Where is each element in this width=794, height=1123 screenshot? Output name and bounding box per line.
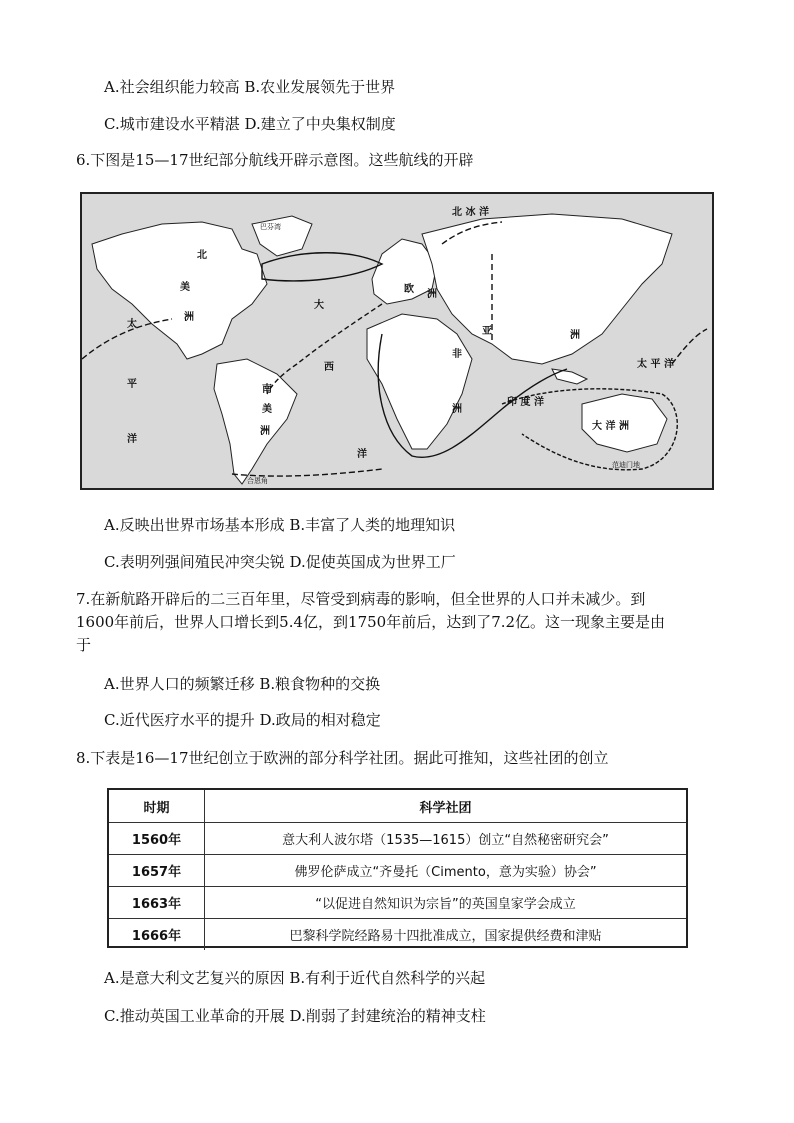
row-society: “以促进自然知识为宗旨”的英国皇家学会成立 — [315, 896, 576, 912]
label-south-america-1: 南 — [262, 384, 272, 395]
label-asia-2: 洲 — [570, 330, 580, 341]
label-north-america-1: 北 — [197, 250, 207, 261]
row-society: 巴黎科学院经路易十四批准成立，国家提供经费和津贴 — [289, 928, 602, 944]
label-africa-2: 洲 — [452, 404, 462, 415]
row-society: 佛罗伦萨成立“齐曼托（Cimento，意为实验）协会” — [294, 864, 597, 880]
q8-options-line2: C.推动英国工业革命的开展 D.削弱了封建统治的精神支柱 — [104, 1007, 486, 1025]
label-small-baffin: 巴芬湾 — [260, 223, 281, 231]
route-pacific — [232, 469, 382, 476]
q6-stem: 6.下图是15—17世纪部分航线开辟示意图。这些航线的开辟 — [76, 151, 474, 169]
label-europe-1: 欧 — [404, 284, 414, 295]
label-small-vandiemen: 范迪门地 — [612, 461, 640, 469]
label-asia-1: 亚 — [482, 326, 492, 337]
label-north-america-3: 洲 — [184, 312, 194, 323]
label-atlantic-2: 西 — [324, 362, 334, 373]
label-europe-2: 洲 — [427, 289, 437, 300]
science-societies-table — [107, 788, 688, 948]
label-oceania: 大 洋 洲 — [592, 421, 629, 432]
q5-options-line1: A.社会组织能力较高 B.农业发展领先于世界 — [104, 78, 396, 96]
label-arctic-ocean: 北 冰 洋 — [452, 207, 489, 218]
label-north-america-2: 美 — [180, 282, 190, 293]
route-map — [80, 192, 714, 490]
label-pacific-w2: 平 — [127, 379, 137, 390]
header-period: 时期 — [109, 790, 205, 822]
q8-stem: 8.下表是16—17世纪创立于欧洲的部分科学社团。据此可推知，这些社团的创立 — [76, 749, 609, 767]
q8-options-line1: A.是意大利文艺复兴的原因 B.有利于近代自然科学的兴起 — [104, 969, 486, 987]
q7-stem-line2: 1600年前后，世界人口增长到5.4亿，到1750年前后，达到了7.2亿。这一现象主要是由 — [76, 613, 666, 631]
header-society: 科学社团 — [419, 800, 472, 816]
table-row — [109, 854, 686, 887]
label-pacific-east: 太 平 洋 — [637, 359, 674, 370]
q7-options-line2: C.近代医疗水平的提升 D.政局的相对稳定 — [104, 711, 381, 729]
q6-options-line1: A.反映出世界市场基本形成 B.丰富了人类的地理知识 — [104, 516, 456, 534]
label-atlantic-1: 大 — [314, 300, 324, 311]
q7-options-line1: A.世界人口的频繁迁移 B.粮食物种的交换 — [104, 675, 381, 693]
label-africa-1: 非 — [452, 349, 462, 360]
route-north-atlantic — [262, 253, 382, 281]
q7-stem-line1: 7.在新航路开辟后的二三百年里，尽管受到病毒的影响，但全世界的人口并未减少。到 — [76, 590, 646, 608]
route-pacific-east — [672, 329, 707, 364]
label-small-cape: 合恩角 — [247, 477, 268, 485]
label-south-america-3: 洲 — [260, 426, 270, 437]
islands-shape — [552, 369, 587, 384]
table-row — [109, 822, 686, 855]
row-period: 1666年 — [109, 918, 205, 950]
label-south-america-2: 美 — [262, 404, 272, 415]
label-atlantic-3: 洋 — [357, 449, 367, 460]
row-period: 1663年 — [109, 886, 205, 918]
table-row — [109, 918, 686, 950]
table-header-row — [109, 790, 686, 823]
africa-shape — [367, 314, 472, 449]
row-period: 1560年 — [109, 822, 205, 854]
q7-stem-line3: 于 — [76, 636, 92, 654]
label-pacific-w1: 太 — [127, 319, 137, 330]
label-pacific-w3: 洋 — [127, 434, 137, 445]
world-map-drawing — [82, 194, 712, 488]
q6-options-line2: C.表明列强间殖民冲突尖锐 D.促使英国成为世界工厂 — [104, 553, 456, 571]
route-atlantic — [267, 304, 382, 394]
row-period: 1657年 — [109, 854, 205, 886]
label-indian-ocean: 印 度 洋 — [507, 397, 544, 408]
q5-options-line2: C.城市建设水平精湛 D.建立了中央集权制度 — [104, 115, 396, 133]
table-row — [109, 886, 686, 919]
south-america-shape — [214, 359, 297, 484]
row-society: 意大利人波尔塔（1535—1615）创立“自然秘密研究会” — [282, 832, 609, 848]
